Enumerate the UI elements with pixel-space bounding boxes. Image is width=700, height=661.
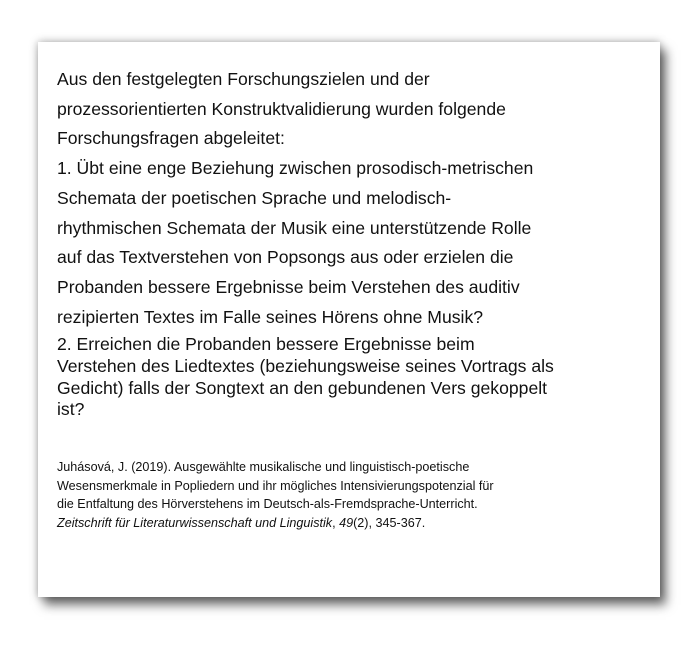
text-line: Schemata der poetischen Sprache und melodisch- (57, 187, 452, 208)
journal-volume: 49 (339, 515, 354, 530)
citation-line-journal (57, 514, 617, 533)
research-questions-text (57, 65, 617, 421)
text-line: Forschungsfragen abgeleitet: (57, 128, 285, 149)
citation (57, 458, 617, 532)
text-line: auf das Textverstehen von Popsongs aus oder erzielen die (57, 247, 514, 268)
citation-line: Wesensmerkmale in Popliedern und ihr mögliches Intensivierungspotenzial für (57, 478, 494, 493)
journal-title: Zeitschrift für Literaturwissenschaft und Linguistik (57, 515, 333, 530)
text-line: prozessorientierten Konstruktvalidierung wurden folgende (57, 98, 506, 119)
citation-separator: , (332, 515, 340, 530)
text-line: rezipierten Textes im Falle seines Hörens ohne Musik? (57, 306, 484, 327)
text-line: Probanden bessere Ergebnisse beim Verstehen des auditiv (57, 276, 520, 297)
citation-line: die Entfaltung des Hörverstehens im Deutsch-als-Fremdsprache-Unterricht. (57, 497, 478, 512)
text-line: Verstehen des Liedtextes (beziehungsweise seines Vortrags als (57, 356, 554, 377)
text-line: Gedicht) falls der Songtext an den gebundenen Vers gekoppelt (57, 377, 548, 398)
text-line: rhythmischen Schemata der Musik eine unterstützende Rolle (57, 217, 532, 238)
text-line: Aus den festgelegten Forschungszielen und der (57, 69, 430, 89)
journal-issue-pages: (2), 345-367. (353, 515, 426, 530)
text-line: ist? (57, 399, 85, 420)
citation-line: Juhásová, J. (2019). Ausgewählte musikalische und linguistisch-poetische (57, 460, 470, 474)
text-line: 1. Übt eine enge Beziehung zwischen prosodisch-metrischen (57, 158, 534, 179)
text-line: 2. Erreichen die Probanden bessere Ergebnisse beim (57, 334, 475, 355)
